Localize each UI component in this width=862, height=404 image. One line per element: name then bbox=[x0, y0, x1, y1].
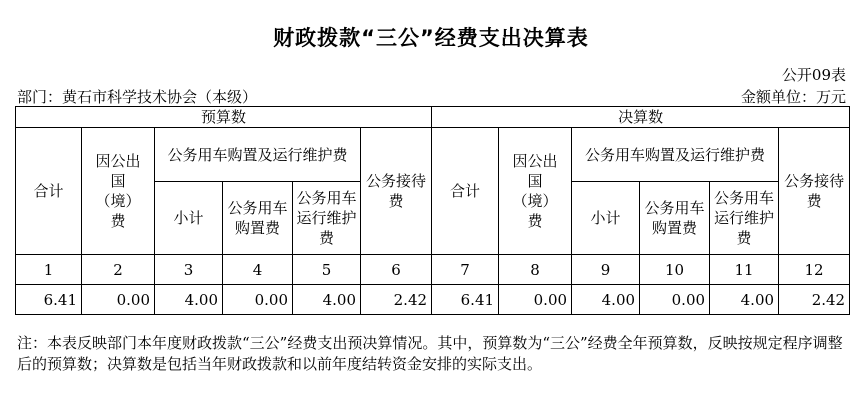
budget-total-header: 合计 bbox=[16, 128, 82, 255]
overseas-line-3: （境） bbox=[512, 192, 558, 210]
footnote: 注：本表反映部门本年度财政拨款“三公”经费支出预决算情况。其中，预算数为“三公”经费全年预算数，反映按规定程序调整后的预算数；决算数是包括当年财政拨款和以前年度结转资金安排的实际支出。 bbox=[17, 334, 843, 373]
column-number: 9 bbox=[572, 255, 640, 285]
final-vehicle-purchase-header: 公务用车购置费 bbox=[640, 182, 710, 255]
column-number: 8 bbox=[499, 255, 572, 285]
final-vehicle-group-header: 公务用车购置及运行维护费 bbox=[572, 128, 779, 182]
final-total-header: 合计 bbox=[432, 128, 499, 255]
value-cell: 6.41 bbox=[16, 285, 82, 315]
budget-vehicle-group-header: 公务用车购置及运行维护费 bbox=[155, 128, 361, 182]
column-number: 10 bbox=[640, 255, 710, 285]
value-row bbox=[16, 285, 850, 315]
budget-vehicle-operation-header: 公务用车运行维护费 bbox=[293, 182, 361, 255]
unit-label: 金额单位：万元 bbox=[740, 88, 846, 106]
value-cell: 0.00 bbox=[82, 285, 155, 315]
overseas-line-3: （境） bbox=[95, 192, 141, 210]
overseas-line-1: 因公出 bbox=[512, 152, 558, 170]
page-title: 财政拨款“三公”经费支出决算表 bbox=[273, 26, 589, 50]
value-cell: 4.00 bbox=[572, 285, 640, 315]
value-cell: 2.42 bbox=[779, 285, 850, 315]
budget-overseas-header bbox=[82, 128, 155, 255]
column-number: 5 bbox=[293, 255, 361, 285]
overseas-line-2: 国 bbox=[110, 172, 126, 190]
value-cell: 0.00 bbox=[223, 285, 293, 315]
group-header-row bbox=[16, 107, 850, 128]
final-overseas-header bbox=[499, 128, 572, 255]
column-number: 11 bbox=[710, 255, 779, 285]
column-number: 1 bbox=[16, 255, 82, 285]
budget-group-header: 预算数 bbox=[16, 107, 432, 128]
column-number: 3 bbox=[155, 255, 223, 285]
value-cell: 6.41 bbox=[432, 285, 499, 315]
value-cell: 0.00 bbox=[640, 285, 710, 315]
value-cell: 4.00 bbox=[155, 285, 223, 315]
column-number: 6 bbox=[361, 255, 432, 285]
final-vehicle-operation-header: 公务用车运行维护费 bbox=[710, 182, 779, 255]
value-cell: 0.00 bbox=[499, 285, 572, 315]
table-code: 公开09表 bbox=[781, 66, 846, 84]
final-group-header: 决算数 bbox=[432, 107, 850, 128]
column-number: 4 bbox=[223, 255, 293, 285]
overseas-line-4: 费 bbox=[110, 212, 126, 230]
column-number-row bbox=[16, 255, 850, 285]
final-reception-header: 公务接待费 bbox=[779, 128, 850, 255]
overseas-line-1: 因公出 bbox=[95, 152, 141, 170]
column-number: 12 bbox=[779, 255, 850, 285]
overseas-line-4: 费 bbox=[527, 212, 543, 230]
value-cell: 4.00 bbox=[293, 285, 361, 315]
expense-table bbox=[15, 106, 850, 315]
budget-vehicle-purchase-header: 公务用车购置费 bbox=[223, 182, 293, 255]
column-number: 7 bbox=[432, 255, 499, 285]
department-label: 部门：黄石市科学技术协会（本级） bbox=[17, 88, 258, 106]
overseas-line-2: 国 bbox=[527, 172, 543, 190]
value-cell: 4.00 bbox=[710, 285, 779, 315]
header-row-1 bbox=[16, 128, 850, 182]
budget-reception-header: 公务接待费 bbox=[361, 128, 432, 255]
final-subtotal-header: 小计 bbox=[572, 182, 640, 255]
value-cell: 2.42 bbox=[361, 285, 432, 315]
budget-subtotal-header: 小计 bbox=[155, 182, 223, 255]
column-number: 2 bbox=[82, 255, 155, 285]
